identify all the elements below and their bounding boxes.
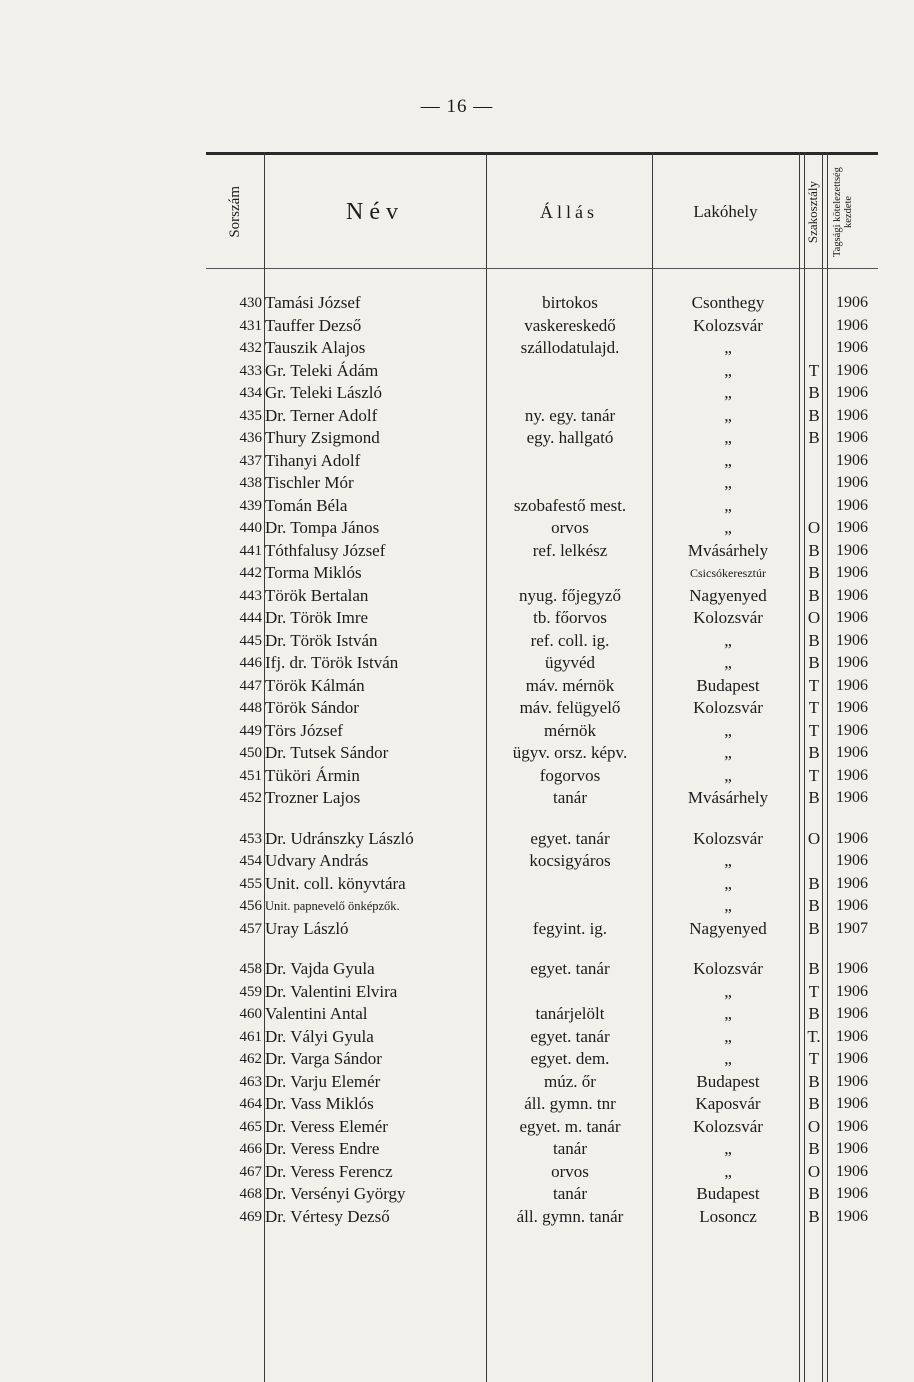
- member-occupation: áll. gymn. tnr: [524, 1094, 616, 1113]
- member-residence: Kolozsvár: [693, 315, 763, 335]
- table-row: [206, 427, 878, 450]
- membership-year: 1906: [836, 361, 868, 379]
- row-number: 437: [239, 452, 262, 469]
- member-section: B: [808, 918, 820, 938]
- member-name: Dr. Vértesy Dezső: [265, 1206, 390, 1226]
- membership-year: 1906: [836, 496, 868, 514]
- member-residence: Kolozsvár: [693, 608, 763, 627]
- member-name: Török Kálmán: [265, 675, 365, 695]
- member-section: T: [808, 675, 820, 695]
- member-residence: „: [724, 851, 732, 870]
- member-residence: „: [724, 720, 732, 740]
- row-number: 452: [239, 790, 262, 806]
- row-number: 461: [239, 1028, 262, 1045]
- member-name: Tauszik Alajos: [265, 338, 366, 357]
- header-lakohely-label: Lakóhely: [693, 202, 758, 221]
- membership-year: 1907: [836, 919, 868, 937]
- member-occupation: ref. coll. ig.: [530, 630, 610, 650]
- row-number: 456: [239, 898, 262, 914]
- row-number: 447: [239, 677, 262, 694]
- member-residence: „: [724, 383, 732, 402]
- member-section: B: [808, 405, 820, 425]
- member-occupation: mérnök: [544, 720, 596, 740]
- member-occupation: birtokos: [542, 293, 598, 312]
- member-name: Valentini Antal: [265, 1004, 368, 1023]
- table-row: [206, 787, 878, 810]
- row-number: 448: [239, 700, 262, 716]
- row-number: 455: [239, 875, 262, 892]
- member-occupation: múz. őr: [544, 1071, 596, 1091]
- member-residence: „: [724, 338, 732, 357]
- member-section: B: [808, 959, 820, 978]
- member-occupation: egyet. tanár: [530, 959, 610, 978]
- member-occupation: ügyvéd: [544, 653, 596, 672]
- member-section: B: [808, 1139, 820, 1158]
- member-occupation: tanár: [553, 1184, 587, 1203]
- table-row: [206, 337, 878, 360]
- member-occupation: fogorvos: [539, 765, 601, 785]
- member-section: B: [808, 428, 820, 447]
- member-section: B: [808, 788, 820, 807]
- member-section: B: [808, 1004, 820, 1023]
- membership-year: 1906: [836, 1117, 868, 1135]
- member-name: Tomán Béla: [265, 495, 348, 515]
- row-number: 460: [239, 1006, 262, 1022]
- table-row: [206, 981, 878, 1004]
- member-section: T: [808, 1049, 820, 1068]
- header-tagsagi: [826, 156, 878, 268]
- member-occupation: egyet. tanár: [530, 828, 610, 848]
- row-number: 468: [239, 1186, 262, 1202]
- table-row: [206, 828, 878, 851]
- member-residence: „: [724, 653, 732, 672]
- row-number: 441: [239, 542, 262, 559]
- member-residence: „: [724, 873, 732, 893]
- member-section: B: [808, 1094, 820, 1113]
- member-name: Udvary András: [265, 851, 369, 870]
- member-residence: Kolozsvár: [693, 698, 763, 717]
- member-residence: „: [724, 428, 732, 447]
- member-residence: „: [724, 743, 732, 762]
- member-occupation: ügyv. orsz. képv.: [512, 743, 628, 762]
- member-section: O: [807, 1116, 821, 1136]
- membership-year: 1906: [836, 874, 868, 892]
- row-number: 436: [239, 430, 262, 446]
- membership-year: 1906: [836, 541, 868, 559]
- table-row: [206, 562, 878, 585]
- member-occupation: máv. mérnök: [525, 675, 615, 695]
- table-row: [206, 1183, 878, 1206]
- member-name: Unit. papnevelő önképzők.: [265, 899, 400, 913]
- table-row: [206, 958, 878, 981]
- member-residence: Nagyenyed: [689, 585, 767, 605]
- member-occupation: tanár: [553, 1139, 587, 1158]
- membership-year: 1906: [836, 1050, 868, 1067]
- member-name: Törs József: [265, 720, 343, 740]
- member-residence: „: [724, 1161, 732, 1181]
- membership-year: 1906: [836, 1162, 868, 1180]
- table-row: [206, 1071, 878, 1094]
- top-rule: [206, 152, 878, 155]
- table-row: [206, 697, 878, 720]
- member-residence: Kolozsvár: [693, 959, 763, 978]
- member-residence: „: [724, 630, 732, 650]
- member-residence: Budapest: [696, 675, 760, 695]
- row-number: 442: [239, 565, 262, 581]
- member-occupation: tb. főorvos: [533, 608, 607, 627]
- member-section: B: [808, 585, 820, 605]
- row-group: [206, 292, 878, 810]
- member-name: Tüköri Ármin: [265, 765, 360, 785]
- member-name: Uray László: [265, 918, 349, 938]
- member-name: Ifj. dr. Török István: [265, 653, 399, 672]
- table-row: [206, 873, 878, 896]
- membership-year: 1906: [836, 982, 868, 1000]
- table-row: [206, 607, 878, 630]
- member-occupation: fegyint. ig.: [532, 918, 608, 938]
- table-row: [206, 1003, 878, 1026]
- membership-year: 1906: [836, 451, 868, 469]
- member-name: Tihanyi Adolf: [265, 450, 361, 470]
- member-residence: Csonthegy: [691, 293, 765, 312]
- membership-year: 1906: [836, 519, 868, 536]
- row-number: 443: [239, 587, 262, 604]
- row-number: 446: [239, 655, 262, 671]
- row-group: [206, 828, 878, 941]
- header-sorszam-label: Sorszám: [226, 186, 243, 238]
- member-section: B: [808, 873, 820, 893]
- member-residence: Nagyenyed: [689, 918, 767, 938]
- row-number: 457: [239, 920, 262, 937]
- header-szakosztaly-label: Szakosztály: [805, 180, 820, 244]
- member-residence: „: [724, 1004, 732, 1023]
- member-section: T: [808, 720, 820, 740]
- member-occupation: szobafestő mest.: [513, 495, 627, 515]
- membership-year: 1906: [836, 1027, 868, 1045]
- member-section: B: [808, 896, 820, 915]
- member-residence: „: [724, 495, 732, 515]
- member-section: O: [807, 1161, 821, 1181]
- member-residence: Kolozsvár: [693, 828, 763, 848]
- member-section: B: [808, 1071, 820, 1091]
- member-occupation: tanárjelölt: [535, 1004, 605, 1023]
- member-residence: Mvásárhely: [687, 788, 769, 807]
- member-occupation: kocsigyáros: [529, 851, 611, 870]
- membership-year: 1906: [836, 609, 868, 626]
- membership-year: 1906: [836, 564, 868, 581]
- membership-year: 1906: [836, 316, 868, 334]
- member-residence: „: [724, 450, 732, 470]
- table-row: [206, 1161, 878, 1184]
- row-number: 467: [239, 1163, 262, 1180]
- member-section: O: [807, 518, 821, 537]
- membership-year: 1906: [836, 676, 868, 694]
- member-section: B: [808, 563, 820, 582]
- table-row: [206, 742, 878, 765]
- membership-year: 1906: [836, 721, 868, 739]
- member-name: Dr. Török István: [265, 630, 378, 650]
- header-szakosztaly: [803, 156, 822, 268]
- membership-year: 1906: [836, 294, 868, 311]
- member-section: T: [808, 360, 820, 380]
- member-residence: „: [724, 981, 732, 1001]
- header-nev-label: Név: [346, 198, 404, 225]
- header-allas: [486, 156, 652, 268]
- table-row: [206, 315, 878, 338]
- member-residence: Budapest: [696, 1071, 760, 1091]
- table-row: [206, 850, 878, 873]
- page-number: — 16 —: [420, 96, 494, 117]
- member-occupation: máv. felügyelő: [519, 698, 621, 717]
- table-row: [206, 360, 878, 383]
- membership-year: 1906: [836, 339, 868, 356]
- member-name: Dr. Veress Elemér: [265, 1116, 388, 1136]
- membership-year: 1906: [836, 654, 868, 671]
- membership-year: 1906: [836, 631, 868, 649]
- table-row: [206, 517, 878, 540]
- membership-year: 1906: [836, 766, 868, 784]
- member-residence: „: [724, 360, 732, 380]
- membership-year: 1906: [836, 1095, 868, 1112]
- membership-year: 1906: [836, 474, 868, 491]
- header-tagsagi-label: Tagsági kötelezettség kezdete: [832, 167, 854, 257]
- member-occupation: ny. egy. tanár: [524, 405, 616, 425]
- member-name: Török Sándor: [265, 698, 359, 717]
- table-row: [206, 675, 878, 698]
- row-number: 458: [239, 961, 262, 977]
- member-name: Dr. Veress Ferencz: [265, 1161, 393, 1181]
- table-row: [206, 1048, 878, 1071]
- member-name: Tauffer Dezső: [265, 315, 362, 335]
- member-name: Gr. Teleki László: [265, 383, 382, 402]
- row-number: 445: [239, 632, 262, 649]
- member-section: O: [807, 828, 821, 848]
- member-section: T: [808, 698, 820, 717]
- header-sorszam: [206, 156, 264, 268]
- table-row: [206, 585, 878, 608]
- membership-year: 1906: [836, 1005, 868, 1022]
- member-name: Torma Miklós: [265, 563, 362, 582]
- member-occupation: ref. lelkész: [532, 540, 608, 560]
- member-section: B: [808, 383, 820, 402]
- member-occupation: egyet. tanár: [530, 1026, 610, 1046]
- table-row: [206, 450, 878, 473]
- table-row: [206, 630, 878, 653]
- member-residence: Kaposvár: [695, 1094, 761, 1113]
- table-row: [206, 540, 878, 563]
- member-name: Unit. coll. könyvtára: [265, 873, 406, 893]
- member-occupation: nyug. főjegyző: [519, 585, 621, 605]
- row-number: 462: [239, 1051, 262, 1067]
- member-occupation: egy. hallgató: [526, 428, 614, 447]
- member-section: B: [808, 630, 820, 650]
- membership-year: 1906: [836, 897, 868, 914]
- row-number: 465: [239, 1118, 262, 1135]
- member-name: Dr. Tutsek Sándor: [265, 743, 389, 762]
- header-nev: [264, 156, 486, 268]
- member-section: B: [808, 1184, 820, 1203]
- row-number: 464: [239, 1096, 262, 1112]
- member-residence: Csicsókeresztúr: [690, 566, 766, 580]
- member-name: Dr. Udránszky László: [265, 828, 414, 848]
- member-name: Dr. Török Imre: [265, 608, 369, 627]
- table-body: [206, 292, 878, 1228]
- member-name: Dr. Tompa János: [265, 518, 380, 537]
- member-residence: Mvásárhely: [687, 540, 769, 560]
- member-section: O: [807, 608, 821, 627]
- row-number: 453: [239, 830, 262, 847]
- member-name: Dr. Vályi Gyula: [265, 1026, 374, 1046]
- table-row: [206, 765, 878, 788]
- membership-year: 1906: [836, 852, 868, 869]
- member-residence: Kolozsvár: [693, 1116, 763, 1136]
- row-number: 435: [239, 407, 262, 424]
- row-number: 449: [239, 722, 262, 739]
- membership-year: 1906: [836, 829, 868, 847]
- member-occupation: szállodatulajd.: [520, 338, 620, 357]
- membership-year: 1906: [836, 789, 868, 806]
- member-occupation: tanár: [553, 788, 587, 807]
- table-row: [206, 1093, 878, 1116]
- table-row: [206, 382, 878, 405]
- member-name: Tamási József: [265, 293, 361, 312]
- member-occupation: egyet. dem.: [530, 1049, 610, 1068]
- row-number: 450: [239, 745, 262, 761]
- header-allas-label: Állás: [540, 201, 598, 222]
- row-number: 433: [239, 362, 262, 379]
- member-section: B: [808, 743, 820, 762]
- membership-year: 1906: [836, 744, 868, 761]
- row-number: 439: [239, 497, 262, 514]
- member-name: Dr. Vajda Gyula: [265, 959, 375, 978]
- membership-year: 1906: [836, 429, 868, 446]
- member-residence: „: [724, 473, 732, 492]
- member-name: Tischler Mór: [265, 473, 354, 492]
- row-number: 440: [239, 520, 262, 536]
- membership-year: 1906: [836, 699, 868, 716]
- member-section: B: [808, 540, 820, 560]
- row-number: 431: [239, 317, 262, 334]
- membership-year: 1906: [836, 1207, 868, 1225]
- member-name: Dr. Terner Adolf: [265, 405, 378, 425]
- member-residence: „: [724, 1049, 732, 1068]
- table-row: [206, 1138, 878, 1161]
- table-row: [206, 405, 878, 428]
- header-rule: [206, 268, 878, 269]
- member-name: Thury Zsigmond: [265, 428, 380, 447]
- member-section: T: [808, 981, 820, 1001]
- member-name: Gr. Teleki Ádám: [265, 360, 379, 380]
- header-lakohely: [652, 156, 799, 268]
- table-row: [206, 918, 878, 941]
- table-row: [206, 1116, 878, 1139]
- member-section: T.: [807, 1026, 821, 1046]
- member-residence: Losoncz: [699, 1206, 757, 1226]
- row-number: 469: [239, 1208, 262, 1225]
- member-residence: „: [724, 765, 732, 785]
- member-name: Dr. Veress Endre: [265, 1139, 380, 1158]
- member-name: Dr. Varju Elemér: [265, 1071, 381, 1091]
- member-occupation: orvos: [551, 518, 589, 537]
- row-number: 463: [239, 1073, 262, 1090]
- member-residence: „: [724, 1139, 732, 1158]
- row-number: 459: [239, 983, 262, 1000]
- member-residence: „: [724, 1026, 732, 1046]
- row-number: 434: [239, 385, 262, 401]
- member-section: T: [808, 765, 820, 785]
- table-row: [206, 720, 878, 743]
- member-name: Trozner Lajos: [265, 788, 361, 807]
- membership-year: 1906: [836, 1185, 868, 1202]
- membership-year: 1906: [836, 1072, 868, 1090]
- membership-year: 1906: [836, 1140, 868, 1157]
- member-name: Dr. Versényi György: [265, 1184, 406, 1203]
- member-occupation: vaskereskedő: [524, 315, 616, 335]
- row-group: [206, 958, 878, 1228]
- membership-year: 1906: [836, 384, 868, 401]
- membership-year: 1906: [836, 586, 868, 604]
- table-row: [206, 895, 878, 918]
- table-row: [206, 1206, 878, 1229]
- row-number: 466: [239, 1141, 262, 1157]
- table-row: [206, 292, 878, 315]
- member-residence: „: [724, 405, 732, 425]
- member-occupation: egyet. m. tanár: [519, 1116, 621, 1136]
- row-number: 432: [239, 340, 262, 356]
- member-residence: „: [724, 518, 732, 537]
- row-number: 438: [239, 475, 262, 491]
- row-number: 451: [239, 767, 262, 784]
- member-name: Dr. Vass Miklós: [265, 1094, 374, 1113]
- member-name: Dr. Varga Sándor: [265, 1049, 382, 1068]
- member-residence: Budapest: [696, 1184, 760, 1203]
- member-name: Tóthfalusy József: [265, 540, 386, 560]
- member-residence: „: [724, 896, 732, 915]
- table-row: [206, 472, 878, 495]
- table-row: [206, 495, 878, 518]
- row-number: 444: [239, 610, 262, 626]
- row-number: 454: [239, 853, 262, 869]
- member-name: Dr. Valentini Elvira: [265, 981, 398, 1001]
- membership-year: 1906: [836, 406, 868, 424]
- table-row: [206, 1026, 878, 1049]
- member-occupation: áll. gymn. tanár: [516, 1206, 624, 1226]
- row-number: 430: [239, 295, 262, 311]
- member-section: B: [808, 653, 820, 672]
- member-name: Török Bertalan: [265, 585, 369, 605]
- member-section: B: [808, 1206, 820, 1226]
- member-occupation: orvos: [551, 1161, 589, 1181]
- table-row: [206, 652, 878, 675]
- membership-year: 1906: [836, 960, 868, 977]
